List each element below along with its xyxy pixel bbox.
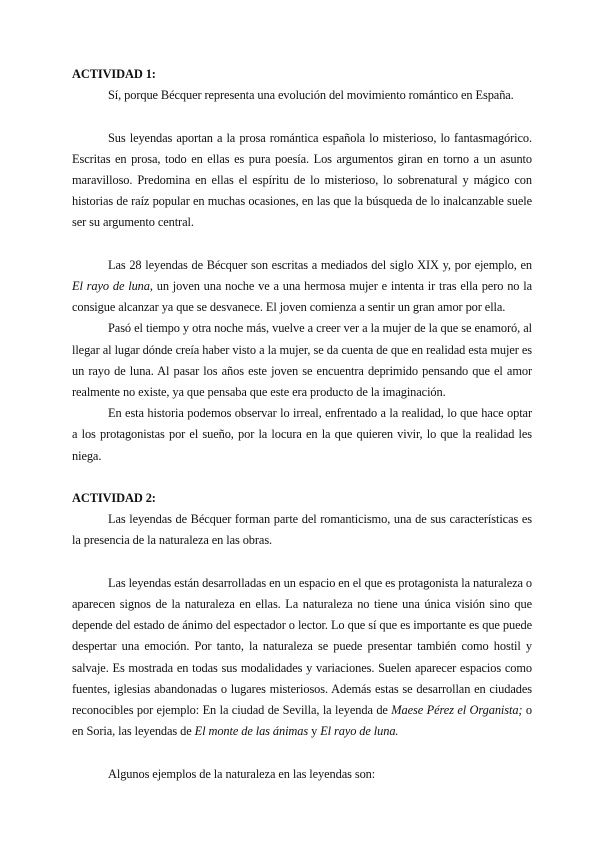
paragraph-gap	[72, 106, 532, 127]
text-run: Las leyendas están desarrolladas en un espacio en el que es protagonista la naturaleza o aparecen signos de la naturaleza en ellas. La naturaleza no tiene una única visión sino que depende del estado de ánimo del espectador o lector. Lo que sí que es importante es que puede despertar una emoción. Por tanto, la naturaleza se puede presentar también como hostil y salvaje. Es mostrada en todas sus modalidades y variaciones. Suelen aparecer espacios como fuentes, iglesias abandonadas o lugares misteriosos. Además estas se desarrollan en ciudades reconocibles por ejemplo: En la ciudad de Sevilla, la leyenda de	[72, 575, 533, 718]
paragraph-gap	[72, 234, 532, 255]
text-run: Las 28 leyendas de Bécquer son escritas a mediados del siglo XIX y, por ejemplo, en	[108, 257, 532, 272]
work-title: El monte de las ánimas	[194, 724, 309, 739]
work-title: Maese Pérez el Organista;	[391, 703, 523, 718]
activity-2-paragraph-examples: Algunos ejemplos de la naturaleza en las leyendas son:	[108, 766, 376, 781]
work-title: El rayo de luna	[72, 279, 150, 293]
activity-2-paragraph-romanticism: Las leyendas de Bécquer forman parte del romanticismo, una de sus características es la presencia de la naturaleza en las obras.	[72, 512, 532, 548]
document-page	[72, 64, 532, 785]
work-title: El rayo de luna.	[320, 724, 399, 739]
text-run: , un joven una noche ve a una hermosa mujer e intenta ir tras ella pero no la consigue alcanzar ya que se desvanece. El joven comienza a sentir un gran amor por ella.	[72, 279, 532, 315]
text-run: y	[308, 724, 321, 739]
activity-1-answer: Sí, porque Bécquer representa una evolución del movimiento romántico en España.	[108, 88, 514, 103]
activity-1-paragraph-story: Pasó el tiempo y otra noche más, vuelve a creer ver a la mujer de la que se enamoró, al llegar al lugar dónde creía haber visto a la mujer, se da cuenta de que en realidad esta mujer es un rayo de luna. Al pasar los años este joven se encuentra deprimido pensando que el amor realmente no existe, ya que pensaba que este era producto de la imaginación.	[72, 321, 532, 400]
activity-1-heading: ACTIVIDAD 1:	[72, 67, 156, 81]
activity-2-heading: ACTIVIDAD 2:	[72, 491, 156, 506]
paragraph-gap	[72, 552, 532, 573]
activity-2-paragraph-nature	[72, 573, 532, 743]
activity-1-paragraph-rayo-de-luna	[72, 255, 532, 319]
paragraph-gap	[72, 742, 532, 763]
paragraph-gap	[72, 467, 532, 488]
text-run: o en Soria, las leyendas de	[72, 703, 533, 739]
activity-1-paragraph-conclusion: En esta historia podemos observar lo irreal, enfrentado a la realidad, lo que hace optar a los protagonistas por el sueño, por la locura en la que quieren vivir, lo que la realidad les niega.	[72, 406, 532, 463]
activity-1-paragraph-legends: Sus leyendas aportan a la prosa romántica española lo misterioso, lo fantasmagórico. Escritas en prosa, todo en ellas es pura poesía. Los argumentos giran en torno a un asunto maravilloso. Predomina en ellas el espíritu de lo misterioso, lo sobrenatural y mágico con historias de raíz popular en muchas ocasiones, en las que la búsqueda de lo inalcanzable suele ser su argumento central.	[72, 130, 532, 230]
